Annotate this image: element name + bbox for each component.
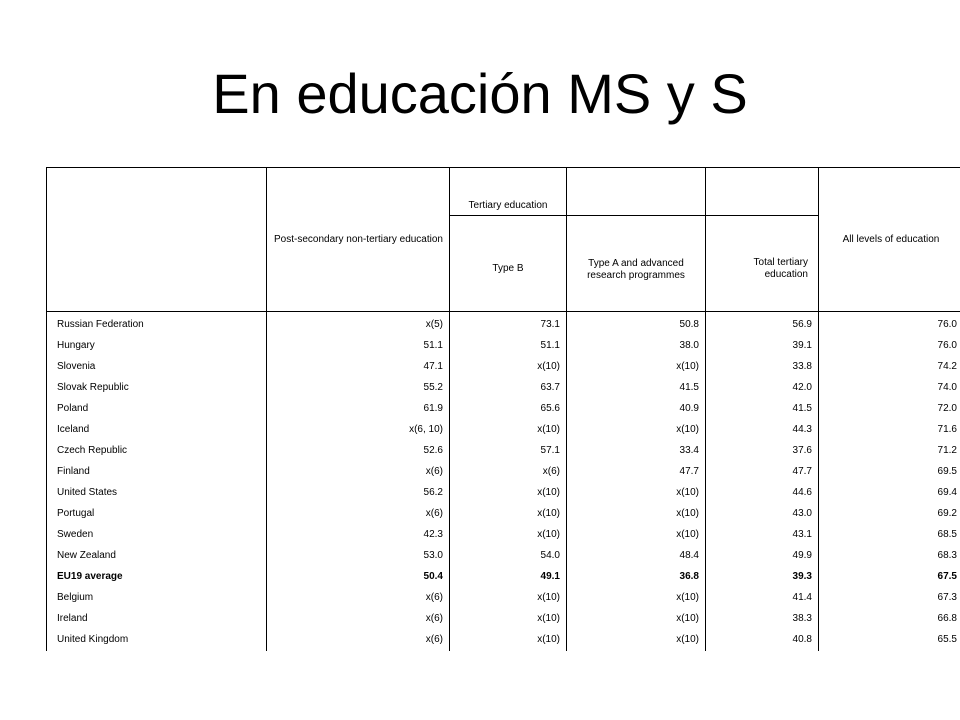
table-row [47,482,960,503]
cell-country: Ireland [47,608,267,629]
cell-all-levels: 67.3 [819,587,960,608]
table-row [47,461,960,482]
cell-type-b: 65.6 [450,398,567,419]
table-row [47,608,960,629]
header-all-levels: All levels of education [819,168,960,312]
table-row [47,398,960,419]
cell-total-tertiary: 39.1 [706,335,819,356]
cell-country: United Kingdom [47,629,267,651]
cell-type-a: 41.5 [567,377,706,398]
cell-post-secondary: x(6) [267,608,450,629]
cell-type-b: 51.1 [450,335,567,356]
cell-type-b: 49.1 [450,566,567,587]
cell-type-b: 63.7 [450,377,567,398]
table-row [47,356,960,377]
cell-type-a: x(10) [567,524,706,545]
cell-type-b: x(10) [450,629,567,651]
cell-type-a: 40.9 [567,398,706,419]
cell-country: Poland [47,398,267,419]
header-tertiary-group: Tertiary education [450,168,567,216]
table-row [47,587,960,608]
cell-post-secondary: 61.9 [267,398,450,419]
header-blank-4 [706,168,819,216]
cell-country: Russian Federation [47,312,267,336]
cell-country: Slovenia [47,356,267,377]
cell-total-tertiary: 47.7 [706,461,819,482]
cell-type-b: x(10) [450,419,567,440]
cell-all-levels: 76.0 [819,335,960,356]
slide-title: En educación MS y S [212,62,748,125]
header-blank-3 [567,168,706,216]
cell-total-tertiary: 41.4 [706,587,819,608]
table-row [47,629,960,651]
cell-type-b: x(10) [450,608,567,629]
cell-total-tertiary: 43.1 [706,524,819,545]
cell-total-tertiary: 42.0 [706,377,819,398]
cell-post-secondary: x(6) [267,629,450,651]
cell-all-levels: 72.0 [819,398,960,419]
cell-post-secondary: 56.2 [267,482,450,503]
cell-all-levels: 71.6 [819,419,960,440]
cell-post-secondary: 47.1 [267,356,450,377]
header-country-blank [47,168,267,312]
table-row [47,440,960,461]
cell-type-b: 54.0 [450,545,567,566]
cell-country: Sweden [47,524,267,545]
cell-all-levels: 71.2 [819,440,960,461]
cell-country: Hungary [47,335,267,356]
cell-total-tertiary: 44.3 [706,419,819,440]
cell-type-b: x(6) [450,461,567,482]
cell-post-secondary: 53.0 [267,545,450,566]
cell-type-b: x(10) [450,482,567,503]
cell-all-levels: 69.5 [819,461,960,482]
cell-type-a: x(10) [567,419,706,440]
cell-type-b: x(10) [450,503,567,524]
cell-type-a: x(10) [567,503,706,524]
cell-type-b: 57.1 [450,440,567,461]
cell-all-levels: 68.3 [819,545,960,566]
cell-post-secondary: 42.3 [267,524,450,545]
cell-type-a: x(10) [567,356,706,377]
cell-all-levels: 68.5 [819,524,960,545]
cell-type-b: x(10) [450,356,567,377]
cell-total-tertiary: 44.6 [706,482,819,503]
cell-country: Czech Republic [47,440,267,461]
cell-country: Portugal [47,503,267,524]
cell-all-levels: 74.0 [819,377,960,398]
cell-total-tertiary: 39.3 [706,566,819,587]
cell-total-tertiary: 37.6 [706,440,819,461]
cell-post-secondary: x(6, 10) [267,419,450,440]
cell-all-levels: 67.5 [819,566,960,587]
cell-country: Belgium [47,587,267,608]
data-table [46,167,960,651]
cell-type-a: 50.8 [567,312,706,336]
cell-total-tertiary: 33.8 [706,356,819,377]
cell-total-tertiary: 38.3 [706,608,819,629]
header-total-tertiary: Total tertiary education [706,216,819,312]
cell-country: United States [47,482,267,503]
cell-total-tertiary: 43.0 [706,503,819,524]
cell-all-levels: 74.2 [819,356,960,377]
cell-post-secondary: x(5) [267,312,450,336]
header-post-secondary: Post-secondary non-tertiary education [267,168,450,312]
cell-post-secondary: 50.4 [267,566,450,587]
cell-type-a: 38.0 [567,335,706,356]
cell-type-a: 36.8 [567,566,706,587]
cell-all-levels: 69.4 [819,482,960,503]
table-row [47,545,960,566]
table-row-eu19-average [47,566,960,587]
cell-country: Slovak Republic [47,377,267,398]
cell-type-a: x(10) [567,608,706,629]
cell-type-a: x(10) [567,587,706,608]
cell-country: Iceland [47,419,267,440]
table-row [47,312,960,336]
cell-all-levels: 65.5 [819,629,960,651]
cell-type-a: 33.4 [567,440,706,461]
table-row [47,503,960,524]
cell-country: New Zealand [47,545,267,566]
cell-country: EU19 average [47,566,267,587]
cell-total-tertiary: 40.8 [706,629,819,651]
cell-total-tertiary: 41.5 [706,398,819,419]
cell-post-secondary: x(6) [267,587,450,608]
cell-type-a: 48.4 [567,545,706,566]
cell-all-levels: 66.8 [819,608,960,629]
table-body [47,312,960,652]
table-row [47,377,960,398]
cell-total-tertiary: 49.9 [706,545,819,566]
cell-type-a: 47.7 [567,461,706,482]
cell-type-b: x(10) [450,524,567,545]
cell-post-secondary: 55.2 [267,377,450,398]
header-type-b: Type B [450,216,567,312]
cell-total-tertiary: 56.9 [706,312,819,336]
cell-all-levels: 76.0 [819,312,960,336]
table-row [47,419,960,440]
cell-type-b: 73.1 [450,312,567,336]
cell-all-levels: 69.2 [819,503,960,524]
cell-type-a: x(10) [567,629,706,651]
cell-country: Finland [47,461,267,482]
cell-type-a: x(10) [567,482,706,503]
table-row [47,524,960,545]
cell-post-secondary: 51.1 [267,335,450,356]
cell-type-b: x(10) [450,587,567,608]
cell-post-secondary: x(6) [267,461,450,482]
header-type-a: Type A and advanced research programmes [567,216,706,312]
cell-post-secondary: 52.6 [267,440,450,461]
cell-post-secondary: x(6) [267,503,450,524]
table-row [47,335,960,356]
